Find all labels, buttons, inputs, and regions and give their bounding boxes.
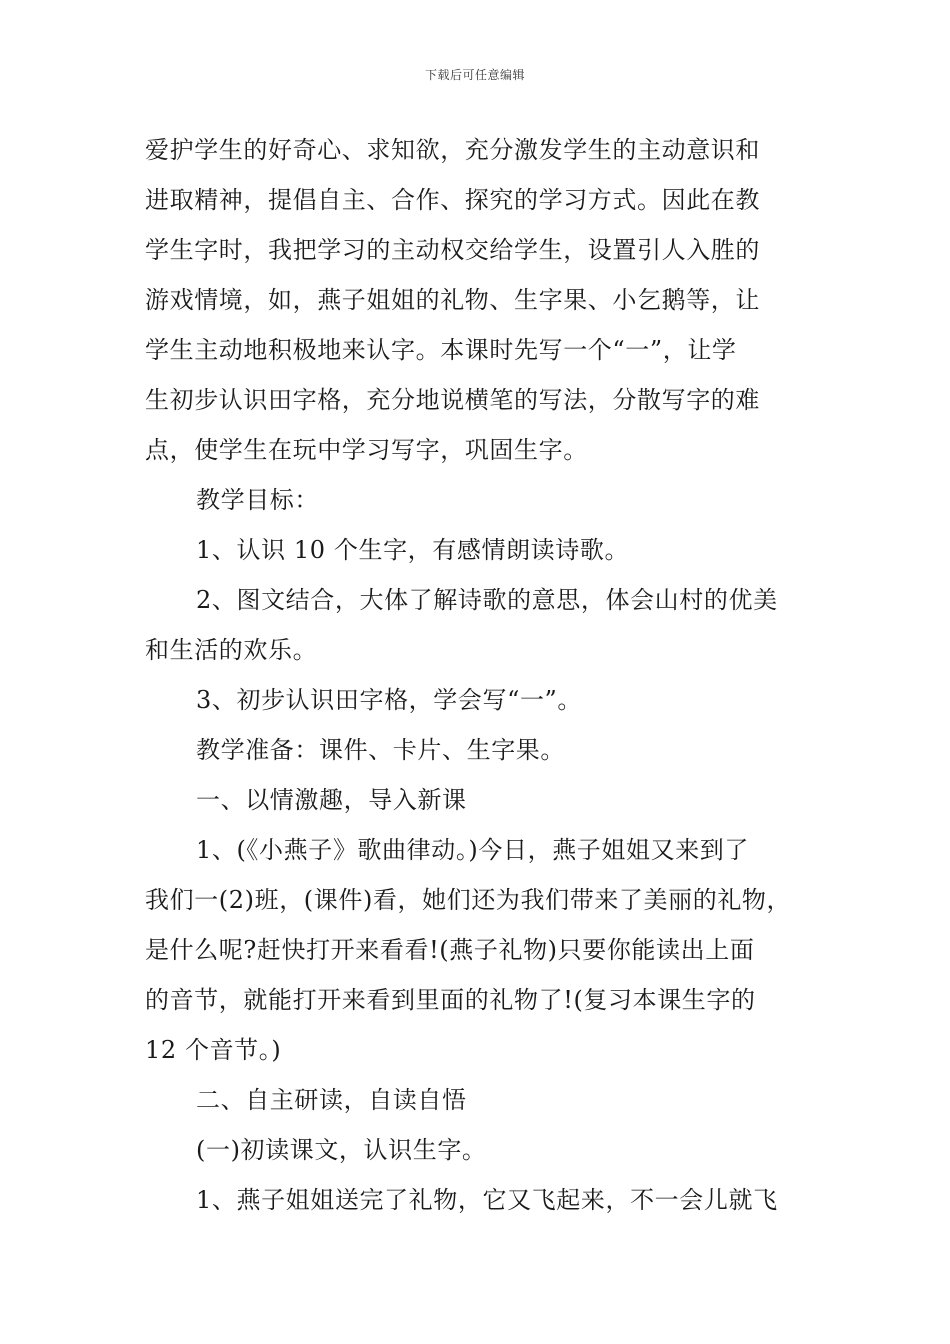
text-line: 1、(《小燕子》歌曲律动。)今日，燕子姐姐又来到了: [196, 836, 749, 864]
text-line: 游戏情境，如，燕子姐姐的礼物、生字果、小乞鹅等，让: [145, 286, 760, 314]
text-line: 是什么呢?赶快打开来看看!(燕子礼物)只要你能读出上面: [145, 936, 755, 964]
text-line: (一)初读课文，认识生字。: [196, 1136, 487, 1164]
text-line: 进取精神，提倡自主、合作、探究的学习方式。因此在教: [145, 186, 760, 214]
text-line: 2、图文结合，大体了解诗歌的意思，体会山村的优美: [196, 586, 778, 614]
text-line: 爱护学生的好奇心、求知欲，充分激发学生的主动意识和: [145, 136, 760, 164]
text-line: 学生字时，我把学习的主动权交给学生，设置引人入胜的: [145, 236, 760, 264]
text-line: 教学准备：课件、卡片、生字果。: [196, 736, 565, 764]
text-line: 1、认识 10 个生字，有感情朗读诗歌。: [196, 536, 630, 564]
section-heading: 教学目标：: [196, 486, 319, 514]
text-line: 学生主动地积极地来认字。本课时先写一个“一”，让学: [145, 336, 737, 364]
text-line: 和生活的欢乐。: [145, 636, 318, 664]
document-body: [145, 125, 815, 1225]
page-header: 下载后可任意编辑: [424, 68, 525, 82]
text-line: 3、初步认识田字格，学会写“一”。: [196, 686, 583, 714]
text-line: 生初步认识田字格，充分地说横笔的写法，分散写字的难: [145, 386, 760, 414]
section-heading: 二、自主研读，自读自悟: [196, 1086, 467, 1114]
text-line: 12 个音节。): [145, 1036, 282, 1064]
section-heading: 一、以情激趣，导入新课: [196, 786, 467, 814]
text-line: 我们一(2)班，(课件)看，她们还为我们带来了美丽的礼物，: [145, 886, 792, 914]
text-line: 的音节，就能打开来看到里面的礼物了!(复习本课生字的: [145, 986, 756, 1014]
text-line: 1、燕子姐姐送完了礼物，它又飞起来，不一会儿就飞: [196, 1186, 778, 1214]
text-line: 点，使学生在玩中学习写字，巩固生字。: [145, 436, 588, 464]
